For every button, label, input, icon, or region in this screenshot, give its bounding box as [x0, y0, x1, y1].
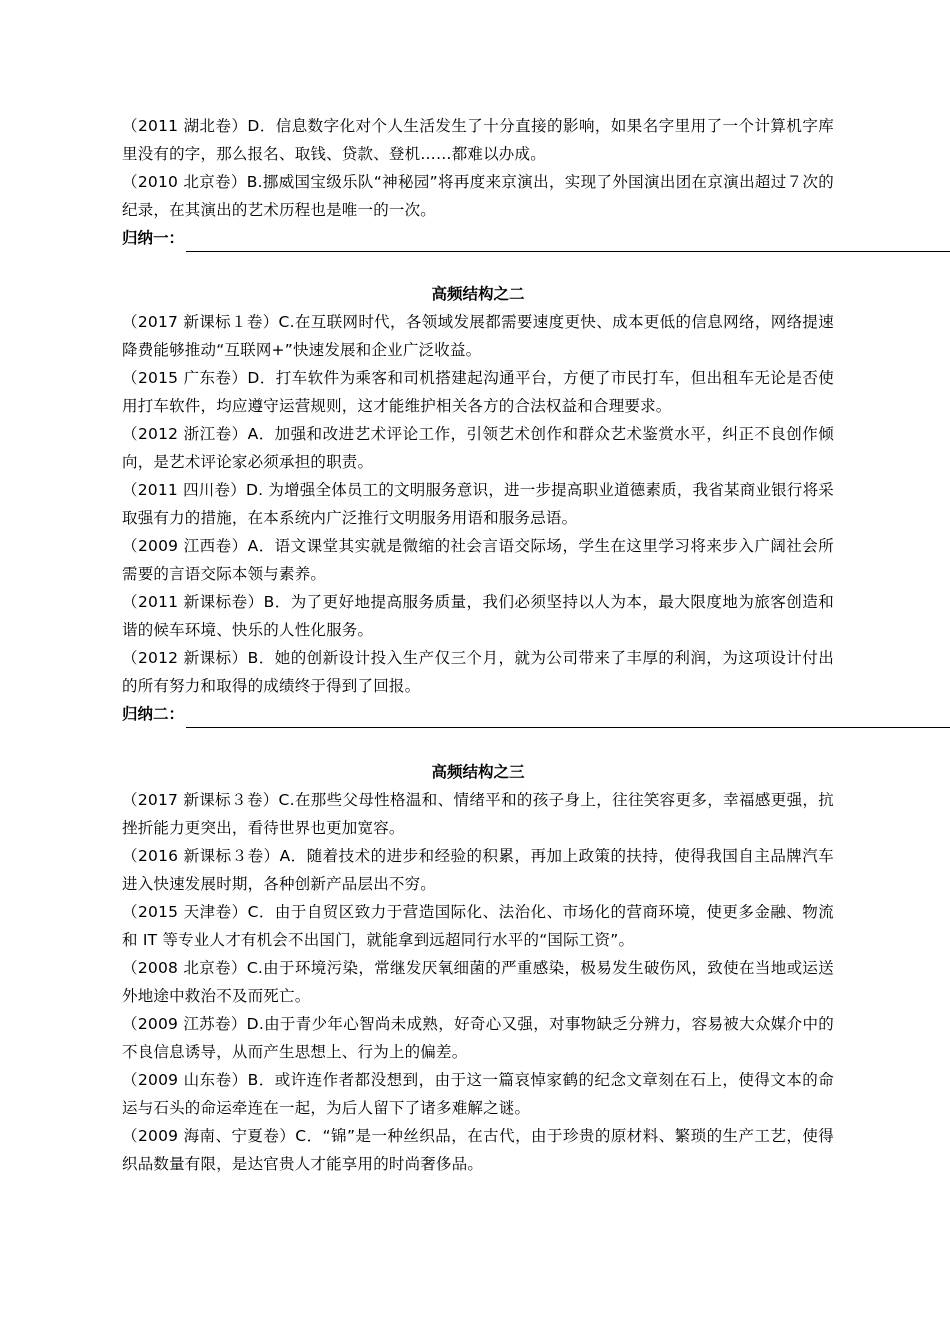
- section-heading: 高频结构之二: [431, 285, 525, 303]
- summary-two: [122, 700, 950, 728]
- exam-item: （2015 广东卷）D．打车软件为乘客和司机搭建起沟通平台，方便了市民打车，但出租车无论是否使用打车软件，均应遵守运营规则，这才能维护相关各方的合法权益和合理要求。: [122, 369, 834, 415]
- exam-item: （2011 新课标卷）B．为了更好地提高服务质量，我们必须坚持以人为本，最大限度地为旅客创造和谐的候车环境、快乐的人性化服务。: [122, 593, 834, 639]
- exam-item: （2016 新课标３卷）A．随着技术的进步和经验的积累，再加上政策的扶持，使得我国自主品牌汽车进入快速发展时期，各种创新产品层出不穷。: [122, 847, 834, 893]
- exam-item: （2012 新课标）B．她的创新设计投入生产仅三个月，就为公司带来了丰厚的利润，为这项设计付出的所有努力和取得的成绩终于得到了回报。: [122, 649, 834, 695]
- exam-item: （2011 湖北卷）D．信息数字化对个人生活发生了十分直接的影响，如果名字里用了一个计算机字库里没有的字，那么报名、取钱、贷款、登机……都难以办成。: [122, 117, 834, 163]
- answer-blank-line[interactable]: [186, 707, 950, 728]
- exam-item: （2011 四川卷）D. 为增强全体员工的文明服务意识，进一步提高职业道德素质，我省某商业银行将采取强有力的措施，在本系统内广泛推行文明服务用语和服务忌语。: [122, 481, 834, 527]
- section-heading: 高频结构之三: [431, 763, 525, 781]
- exam-item: （2017 新课标３卷）C.在那些父母性格温和、情绪平和的孩子身上，往往笑容更多，幸福感更强，抗挫折能力更突出，看待世界也更加宽容。: [122, 791, 834, 837]
- summary-label: 归纳二：: [122, 705, 185, 723]
- section-2-items: [122, 308, 834, 700]
- section-3-items: [122, 786, 834, 1178]
- summary-one: [122, 224, 950, 252]
- summary-label: 归纳一：: [122, 229, 185, 247]
- exam-item: （2010 北京卷）B.挪威国宝级乐队“神秘园”将再度来京演出，实现了外国演出团在京演出超过７次的纪录，在其演出的艺术历程也是唯一的一次。: [122, 173, 834, 219]
- exam-item: （2009 山东卷）B．或许连作者都没想到，由于这一篇哀悼家鹤的纪念文章刻在石上，使得文本的命运与石头的命运牵连在一起，为后人留下了诸多难解之谜。: [122, 1071, 834, 1117]
- exam-item: （2017 新课标１卷）C.在互联网时代，各领域发展都需要速度更快、成本更低的信息网络，网络提速降费能够推动“互联网+”快速发展和企业广泛收益。: [122, 313, 834, 359]
- exam-item: （2009 江西卷）A．语文课堂其实就是微缩的社会言语交际场，学生在这里学习将来步入广阔社会所需要的言语交际本领与素养。: [122, 537, 834, 583]
- exam-item: （2008 北京卷）C.由于环境污染，常继发厌氧细菌的严重感染，极易发生破伤风，致使在当地或运送外地途中救治不及而死亡。: [122, 959, 834, 1005]
- exam-item: （2015 天津卷）C．由于自贸区致力于营造国际化、法治化、市场化的营商环境，使更多金融、物流和 IT 等专业人才有机会不出国门，就能拿到远超同行水平的“国际工资”。: [122, 903, 834, 949]
- exam-item: （2009 海南、宁夏卷）C．“锦”是一种丝织品，在古代，由于珍贵的原材料、繁琐的生产工艺，使得织品数量有限，是达官贵人才能享用的时尚奢侈品。: [122, 1127, 834, 1173]
- exam-item: （2012 浙江卷）A．加强和改进艺术评论工作，引领艺术创作和群众艺术鉴赏水平，纠正不良创作倾向，是艺术评论家必须承担的职责。: [122, 425, 834, 471]
- exam-item: （2009 江苏卷）D.由于青少年心智尚未成熟，好奇心又强，对事物缺乏分辨力，容易被大众媒介中的不良信息诱导，从而产生思想上、行为上的偏差。: [122, 1015, 834, 1061]
- section-1-items: [122, 112, 834, 224]
- answer-blank-line[interactable]: [186, 231, 950, 252]
